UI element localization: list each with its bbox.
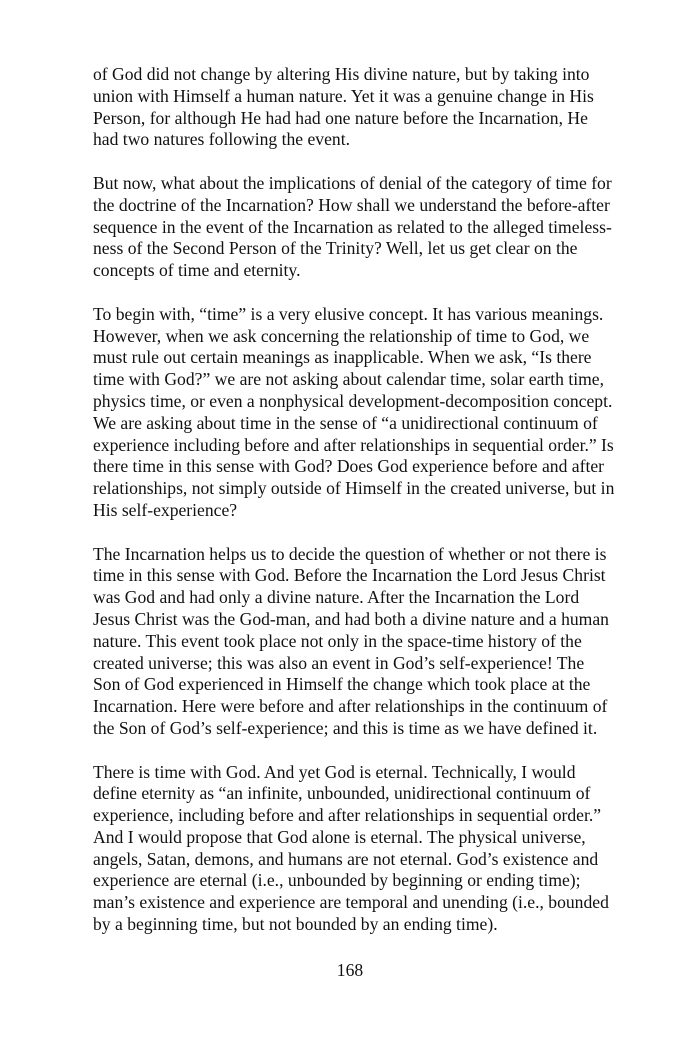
text-line: the doctrine of the Incarnation? How shall we understand the before-after	[93, 194, 610, 215]
text-line: Person, for although He had had one nature before the Incarnation, He	[93, 107, 588, 128]
text-line: nature. This event took place not only in the space-time history of the	[93, 630, 582, 651]
paragraph	[93, 544, 641, 740]
text-line: experience, including before and after relationships in sequential order.”	[93, 805, 602, 826]
text-line: physics time, or even a nonphysical development-decomposition concept.	[93, 390, 613, 411]
text-line: relationships, not simply outside of Himself in the created universe, but in	[93, 478, 615, 499]
paragraph	[93, 304, 641, 522]
paragraph	[93, 762, 641, 936]
text-line: angels, Satan, demons, and humans are not eternal. God’s existence and	[93, 848, 599, 869]
text-line: Jesus Christ was the God-man, and had both a divine nature and a human	[93, 608, 609, 629]
paragraph	[93, 64, 641, 151]
text-line: His self-experience?	[93, 499, 238, 520]
text-line: by a beginning time, but not bounded by an ending time).	[93, 914, 498, 935]
text-line: The Incarnation helps us to decide the question of whether or not there is	[93, 543, 607, 564]
text-line: experience including before and after relationships in sequential order.” Is	[93, 434, 614, 455]
text-line: created universe; this was also an event in God’s self-experience! The	[93, 652, 585, 673]
text-line: But now, what about the implications of denial of the category of time for	[93, 172, 612, 193]
text-line: There is time with God. And yet God is eternal. Technically, I would	[93, 761, 576, 782]
text-line: of God did not change by altering His divine nature, but by taking into	[93, 64, 590, 84]
text-line: had two natures following the event.	[93, 129, 350, 150]
body-text	[93, 64, 641, 958]
text-line: the Son of God’s self-experience; and this is time as we have defined it.	[93, 717, 598, 738]
text-line: Incarnation. Here were before and after relationships in the continuum of	[93, 696, 608, 717]
text-line: We are asking about time in the sense of “a unidirectional continuum of	[93, 412, 598, 433]
text-line: union with Himself a human nature. Yet it was a genuine change in His	[93, 85, 594, 106]
page-number: 168	[336, 960, 364, 980]
text-line: there time in this sense with God? Does God experience before and after	[93, 456, 605, 477]
text-line: time with God?” we are not asking about calendar time, solar earth time,	[93, 369, 605, 390]
text-line: However, when we ask concerning the relationship of time to God, we	[93, 325, 590, 346]
text-line: was God and had only a divine nature. After the Incarnation the Lord	[93, 587, 580, 608]
text-line: Son of God experienced in Himself the change which took place at the	[93, 674, 591, 695]
text-line: man’s existence and experience are temporal and unending (i.e., bounded	[93, 892, 609, 913]
text-line: sequence in the event of the Incarnation as related to the alleged timeless-	[93, 216, 612, 237]
text-line: define eternity as “an infinite, unbounded, unidirectional continuum of	[93, 783, 591, 804]
text-line: And I would propose that God alone is eternal. The physical universe,	[93, 826, 586, 847]
text-line: concepts of time and eternity.	[93, 260, 301, 281]
text-line: experience are eternal (i.e., unbounded by beginning or ending time);	[93, 870, 581, 891]
text-line: time in this sense with God. Before the Incarnation the Lord Jesus Christ	[93, 565, 606, 586]
paragraph	[93, 173, 641, 282]
text-line: ness of the Second Person of the Trinity? Well, let us get clear on the	[93, 238, 578, 259]
text-line: must rule out certain meanings as inapplicable. When we ask, “Is there	[93, 347, 592, 368]
text-line: To begin with, “time” is a very elusive concept. It has various meanings.	[93, 303, 604, 324]
